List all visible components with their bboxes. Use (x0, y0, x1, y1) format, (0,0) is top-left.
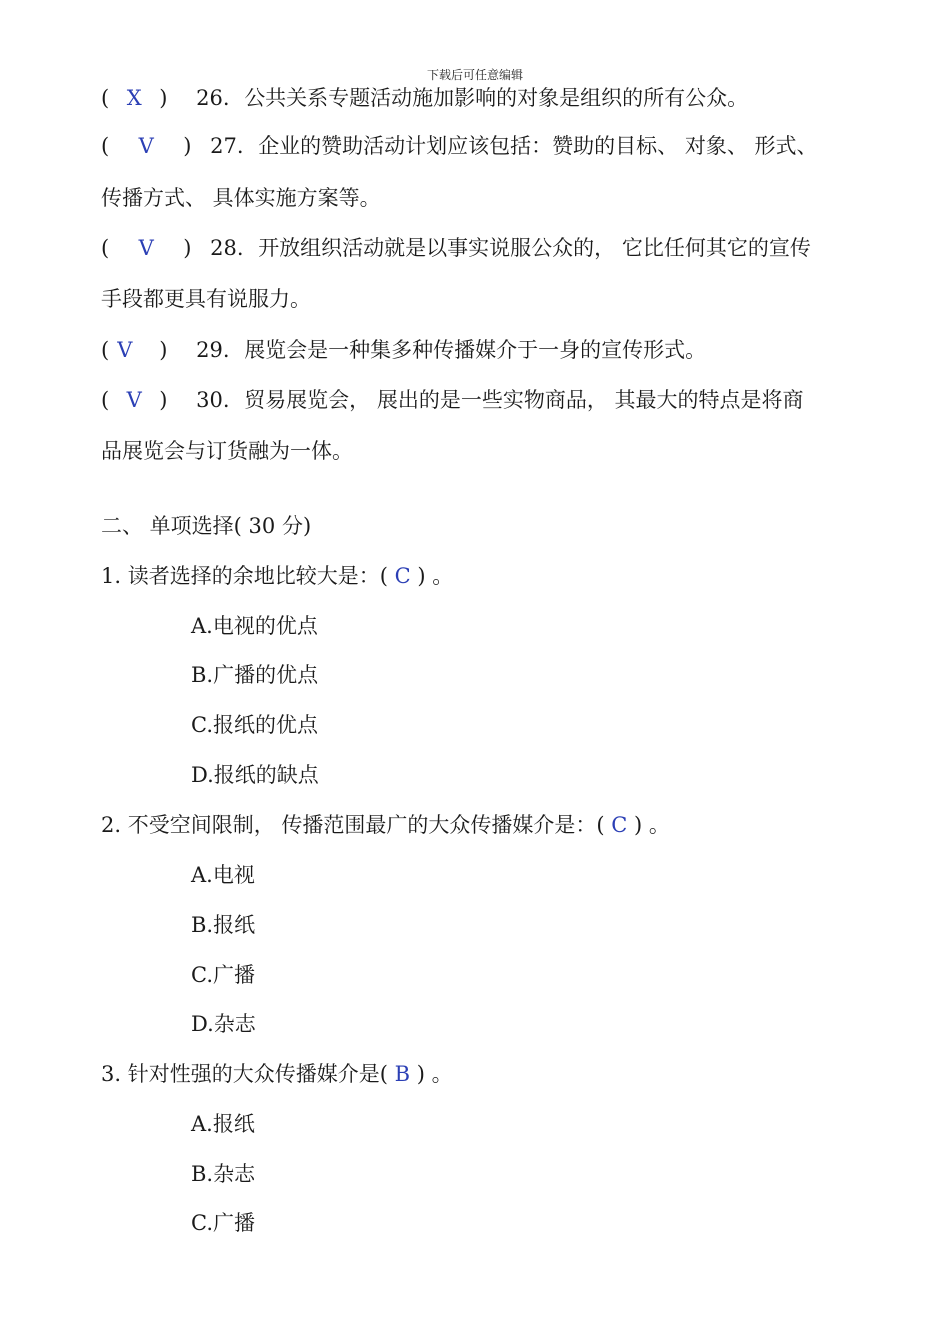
option-a: A.报纸 (191, 1112, 255, 1136)
item-text: 展览会是一种集多种传播媒介于一身的宣传形式。 (244, 338, 707, 362)
answer-mark: C (611, 813, 628, 837)
option-a: A.电视 (191, 863, 255, 887)
item-number: 30. (196, 388, 230, 412)
judgment-item-30 (101, 386, 804, 414)
page-header: 下载后可任意编辑 (426, 68, 523, 82)
item-number: 27. (210, 134, 244, 158)
option-d: D.报纸的缺点 (191, 763, 319, 787)
item-text: 公共关系专题活动施加影响的对象是组织的所有公众。 (244, 86, 749, 110)
close-paren: ) (183, 236, 192, 260)
question-text: 3. 针对性强的大众传播媒介是( (101, 1062, 388, 1086)
question-text: 2. 不受空间限制， 传播范围最广的大众传播媒介是：( (101, 813, 605, 837)
option-b: B.报纸 (191, 913, 256, 937)
open-paren: ( (101, 338, 110, 362)
judgment-item-27 (101, 132, 818, 160)
item-number: 28. (210, 236, 244, 260)
close-paren: ) (159, 388, 168, 412)
answer-mark: B (394, 1062, 411, 1086)
option-b: B.广播的优点 (191, 663, 319, 687)
judgment-item-27-cont: 传播方式、 具体实施方案等。 (101, 186, 381, 210)
close-paren: ) (159, 86, 168, 110)
answer-mark: V (117, 338, 133, 362)
question-suffix: ) 。 (417, 564, 454, 588)
option-c: C.广播 (191, 963, 255, 987)
item-number: 29. (196, 338, 230, 362)
option-c: C.报纸的优点 (191, 713, 318, 737)
answer-mark: V (138, 134, 154, 158)
close-paren: ) (159, 338, 168, 362)
option-b: B.杂志 (191, 1162, 256, 1186)
answer-mark: X (126, 86, 142, 110)
option-c: C.广播 (191, 1211, 255, 1235)
close-paren: ) (183, 134, 192, 158)
open-paren: ( (101, 236, 110, 260)
question-3 (101, 1060, 453, 1088)
judgment-item-30-cont: 品展览会与订货融为一体。 (101, 439, 353, 463)
option-d: D.杂志 (191, 1012, 256, 1036)
item-text: 开放组织活动就是以事实说服公众的， 它比任何其它的宣传 (258, 236, 811, 260)
judgment-item-26 (101, 84, 748, 112)
judgment-item-28-cont: 手段都更具有说服力。 (101, 287, 311, 311)
item-text: 企业的赞助活动计划应该包括：赞助的目标、 对象、 形式、 (258, 134, 818, 158)
judgment-item-28 (101, 234, 811, 262)
item-number: 26. (196, 86, 230, 110)
answer-mark: V (126, 388, 142, 412)
open-paren: ( (101, 134, 110, 158)
question-2 (101, 811, 670, 839)
question-text: 1. 读者选择的余地比较大是：( (101, 564, 388, 588)
judgment-item-29 (101, 336, 706, 364)
section-title: 二、 单项选择( 30 分) (101, 514, 312, 538)
item-text: 贸易展览会， 展出的是一些实物商品， 其最大的特点是将商 (244, 388, 804, 412)
question-suffix: ) 。 (634, 813, 670, 837)
open-paren: ( (101, 86, 110, 110)
option-a: A.电视的优点 (191, 614, 318, 638)
open-paren: ( (101, 388, 110, 412)
question-1 (101, 562, 453, 590)
question-suffix: ) 。 (416, 1062, 453, 1086)
answer-mark: V (138, 236, 154, 260)
answer-mark: C (394, 564, 411, 588)
